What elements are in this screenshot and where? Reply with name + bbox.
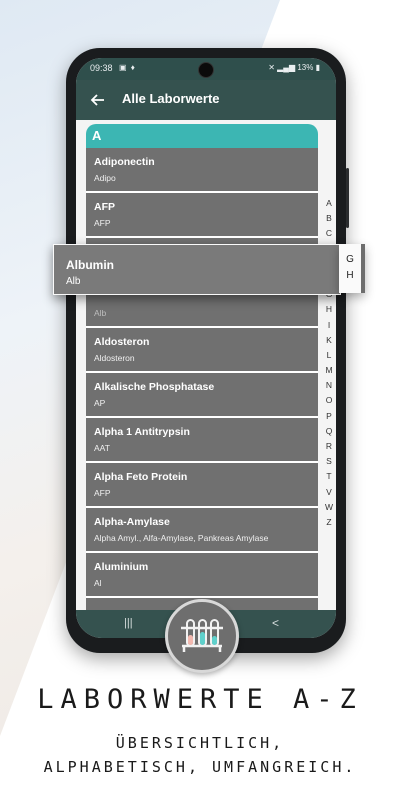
- item-name: Alpha-Amylase: [94, 516, 170, 528]
- index-letter[interactable]: H: [325, 304, 333, 315]
- item-abbr: Alpha Amyl., Alfa-Amylase, Pankreas Amylase: [94, 533, 269, 543]
- section-letter: A: [92, 128, 102, 143]
- item-abbr: AAT: [94, 443, 110, 453]
- popup-letter: G: [346, 254, 354, 265]
- item-name: Alkalische Phosphatase: [94, 381, 215, 393]
- arrow-left-icon[interactable]: [86, 88, 110, 112]
- index-letter[interactable]: O: [325, 395, 333, 406]
- signal-icon: ▂▄▆: [277, 63, 296, 72]
- item-name: Alpha 1 Antitrypsin: [94, 426, 190, 438]
- index-letter[interactable]: R: [325, 441, 333, 451]
- section-header: [86, 124, 318, 148]
- item-abbr: Adipo: [94, 173, 116, 183]
- list-item[interactable]: [86, 418, 318, 463]
- status-right: [268, 63, 320, 72]
- list-item[interactable]: [86, 373, 318, 418]
- index-letter[interactable]: B: [326, 213, 332, 224]
- popup-highlight-row[interactable]: [53, 244, 341, 295]
- popup-abbr: Alb: [66, 276, 81, 287]
- test-tubes-icon: [168, 602, 236, 670]
- item-name: AFP: [94, 201, 115, 213]
- index-letter[interactable]: N: [325, 380, 333, 391]
- item-abbr: AFP: [94, 218, 111, 228]
- popup-letter: H: [346, 270, 354, 281]
- item-abbr: Aldosteron: [94, 353, 135, 363]
- list-item[interactable]: [86, 193, 318, 238]
- popup-name: Albumin: [66, 258, 114, 272]
- index-letter[interactable]: S: [326, 456, 332, 467]
- status-bar: [76, 58, 336, 80]
- app-bar: [76, 80, 336, 120]
- item-abbr: AFP: [94, 488, 111, 498]
- index-letter[interactable]: V: [326, 486, 332, 497]
- app-logo: [165, 599, 239, 673]
- notification-icons: ▣ ♦: [119, 63, 136, 72]
- index-letter[interactable]: K: [326, 334, 332, 345]
- index-letter[interactable]: P: [326, 410, 332, 421]
- list-item[interactable]: [86, 553, 318, 598]
- list-item[interactable]: [86, 148, 318, 193]
- item-name: Aluminium: [94, 561, 149, 573]
- phone-frame: [66, 48, 346, 653]
- marketing-subline-2: ALPHABETISCH, UMFANGREICH.: [43, 758, 357, 776]
- lab-value-list: [76, 120, 336, 610]
- phone-side-button: [346, 168, 349, 228]
- item-abbr: Al: [94, 578, 102, 588]
- index-letter[interactable]: A: [326, 198, 332, 208]
- item-name: Aldosteron: [94, 336, 150, 348]
- index-letter[interactable]: I: [327, 319, 331, 330]
- mute-icon: ✕: [268, 63, 275, 72]
- index-letter[interactable]: L: [326, 349, 332, 360]
- status-time: 09:38: [90, 63, 113, 73]
- marketing-subline-1: ÜBERSICHTLICH,: [115, 734, 285, 752]
- phone-screen: [76, 58, 336, 638]
- index-letter[interactable]: Z: [326, 516, 332, 527]
- recent-apps-icon[interactable]: |||: [124, 617, 133, 629]
- page-title: Alle Laborwerte: [122, 91, 220, 106]
- battery-icon: ▮: [315, 63, 320, 72]
- camera-icon: [198, 62, 214, 78]
- marketing-headline: LABORWERTE A-Z: [37, 684, 363, 715]
- list-item[interactable]: [86, 508, 318, 553]
- index-letter[interactable]: Q: [325, 425, 333, 436]
- index-letter[interactable]: W: [324, 501, 334, 512]
- list-item[interactable]: [86, 328, 318, 373]
- popup-index-tab: [339, 244, 365, 293]
- item-abbr: Alb: [94, 308, 107, 318]
- index-letter[interactable]: T: [326, 471, 332, 482]
- index-letter[interactable]: M: [325, 365, 333, 376]
- battery-text: 13%: [297, 63, 314, 72]
- back-nav-icon[interactable]: <: [272, 616, 280, 630]
- item-name: Adiponectin: [94, 156, 155, 168]
- list-item[interactable]: [86, 463, 318, 508]
- index-letter[interactable]: C: [325, 228, 333, 239]
- item-abbr: AP: [94, 398, 106, 408]
- item-name: Alpha Feto Protein: [94, 471, 188, 483]
